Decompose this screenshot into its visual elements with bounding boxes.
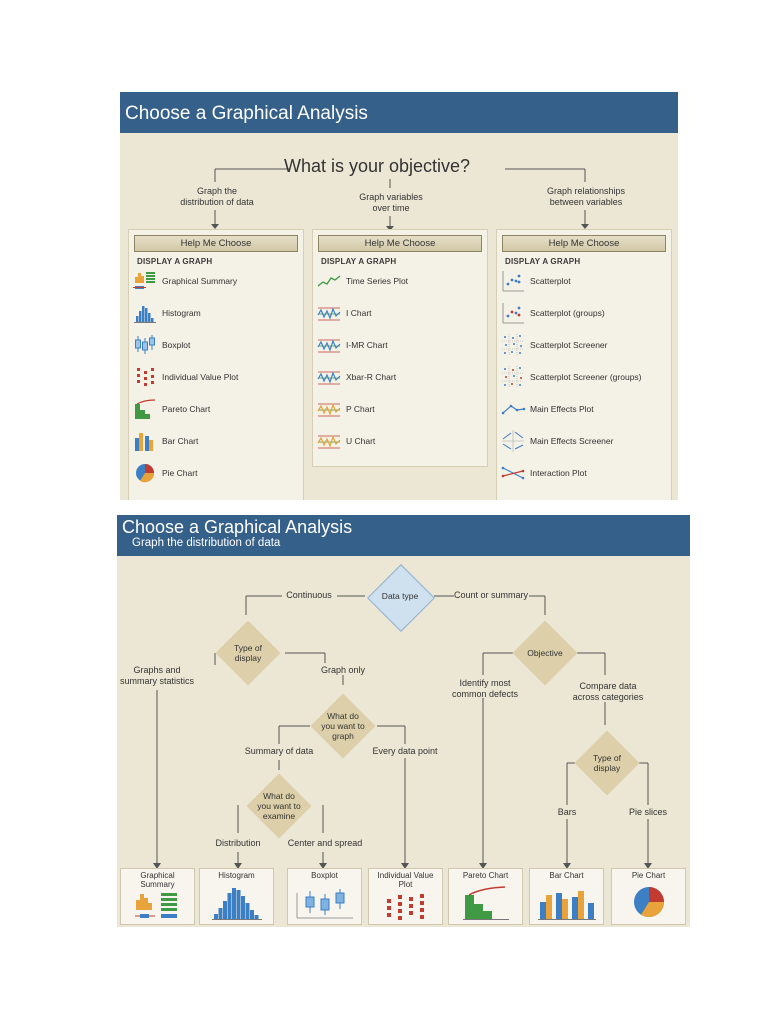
graph-item-label: Xbar-R Chart: [346, 372, 397, 382]
graph-item-label: Interaction Plot: [530, 468, 587, 478]
graph-item-label: Graphical Summary: [162, 276, 238, 286]
display-a-graph-label: DISPLAY A GRAPH: [137, 257, 213, 266]
graph-item-label: P Chart: [346, 404, 375, 414]
individual-value-plot-icon: [383, 891, 429, 923]
edge-line: Graphs and: [133, 665, 181, 675]
node-line: What do: [327, 711, 359, 721]
boxplot-icon: [294, 885, 356, 921]
result-pareto-chart[interactable]: [448, 868, 523, 925]
scatterplot-groups-icon: [500, 300, 526, 326]
result-label-line: Summary: [140, 879, 175, 889]
branch-over-time-line1: Graph variables: [359, 192, 423, 202]
result-label-line: Histogram: [218, 871, 255, 880]
graph-item-main-effects-screener[interactable]: [500, 428, 665, 456]
panel-title: Choose a Graphical Analysis: [122, 517, 353, 537]
panel-subtitle: Graph the distribution of data: [132, 537, 281, 549]
control-chart-icon: [316, 300, 342, 326]
result-label-line: Graphical: [140, 871, 175, 880]
relationships-column: [496, 229, 672, 500]
result-label: [369, 872, 442, 889]
graph-item-label: Main Effects Screener: [530, 436, 614, 446]
graph-item-scatterplot-screener[interactable]: [500, 332, 665, 360]
graph-item-scatterplot-groups[interactable]: [500, 300, 665, 328]
node-line: display: [234, 653, 262, 663]
result-label: [449, 872, 522, 881]
node-line: Type of: [234, 643, 262, 653]
graph-item-label: Scatterplot: [530, 276, 571, 286]
main-effects-plot-icon: [500, 396, 526, 422]
edge-line: across categories: [572, 691, 644, 702]
control-chart-icon: [316, 332, 342, 358]
result-label-line: Boxplot: [311, 871, 338, 880]
graph-item-label: Scatterplot Screener (groups): [530, 372, 642, 382]
edge-every-data-point: Every data point: [372, 746, 438, 756]
help-me-choose-button[interactable]: Help Me Choose: [502, 235, 666, 252]
graph-item-label: Time Series Plot: [346, 276, 409, 286]
display-a-graph-label: DISPLAY A GRAPH: [321, 257, 397, 266]
histogram-icon: [132, 300, 158, 326]
bar-chart-icon: [132, 428, 158, 454]
edge-line: Compare data: [579, 681, 637, 691]
display-a-graph-label: DISPLAY A GRAPH: [505, 257, 581, 266]
scatterplot-icon: [500, 268, 526, 294]
edge-count-or-summary: Count or summary: [453, 590, 529, 600]
result-label: [530, 872, 603, 881]
attribute-chart-icon: [316, 396, 342, 422]
over-time-column: [312, 229, 488, 467]
pie-chart-icon: [632, 885, 666, 919]
result-label-line: Pie Chart: [631, 871, 666, 880]
objective-question: What is your objective?: [283, 156, 471, 176]
scatterplot-screener-icon: [500, 364, 526, 390]
graphical-summary-icon: [132, 268, 158, 294]
distribution-flowchart-panel: [117, 515, 690, 927]
node-line: graph: [332, 731, 354, 741]
graph-item-scatterplot[interactable]: [500, 268, 665, 296]
time-series-plot-icon: [316, 268, 342, 294]
graph-item-boxplot[interactable]: [132, 332, 297, 360]
type-of-display-label: [234, 643, 262, 663]
boxplot-icon: [132, 332, 158, 358]
graph-item-individual-value-plot[interactable]: [132, 364, 297, 392]
graph-item-pareto-chart[interactable]: [132, 396, 297, 424]
branch-relationships-line1: Graph relationships: [546, 186, 626, 196]
result-label: [121, 872, 194, 889]
graph-item-pie-chart[interactable]: [132, 460, 297, 488]
node-line: What do: [263, 791, 295, 801]
branch-relationships: [547, 186, 625, 207]
branch-relationships-line2: between variables: [549, 196, 623, 207]
edge-graphs-and-summary: [120, 665, 194, 686]
pie-chart-icon: [132, 460, 158, 486]
result-label-line: Bar Chart: [549, 871, 584, 880]
distribution-column: [128, 229, 304, 500]
result-graphical-summary[interactable]: [120, 868, 195, 925]
node-line: examine: [262, 811, 296, 821]
graph-item-label: Bar Chart: [162, 436, 199, 446]
graph-item-main-effects-plot[interactable]: [500, 396, 665, 424]
graph-item-graphical-summary[interactable]: [132, 268, 297, 296]
result-histogram[interactable]: [199, 868, 274, 925]
control-chart-icon: [316, 364, 342, 390]
node-line: you want to: [321, 721, 365, 731]
data-type-label: Data type: [381, 591, 419, 601]
edge-line: summary statistics: [119, 675, 195, 686]
graph-item-label: Scatterplot Screener: [530, 340, 608, 350]
result-label: [200, 872, 273, 881]
edge-compare-categories: [573, 681, 644, 702]
graph-item-label: Histogram: [162, 308, 201, 318]
graph-item-label: Individual Value Plot: [162, 372, 239, 382]
result-pie-chart[interactable]: [611, 868, 686, 925]
edge-distribution: Distribution: [215, 838, 261, 848]
pareto-chart-icon: [132, 396, 158, 422]
graph-item-interaction-plot[interactable]: [500, 460, 665, 488]
branch-distribution-line1: Graph the: [196, 186, 238, 196]
result-label: [612, 872, 685, 881]
bar-chart-icon: [536, 885, 598, 921]
graph-item-label: Scatterplot (groups): [530, 308, 605, 318]
edge-graph-only: Graph only: [320, 665, 366, 675]
objective-label: Objective: [527, 648, 563, 658]
graph-item-time-series-plot[interactable]: [316, 268, 481, 296]
choose-graphical-analysis-panel: [120, 92, 678, 500]
branch-over-time-line2: over time: [372, 202, 410, 213]
what-to-graph-label: [321, 711, 364, 741]
attribute-chart-icon: [316, 428, 342, 454]
graph-item-p-chart[interactable]: [316, 396, 481, 424]
main-effects-screener-icon: [500, 428, 526, 454]
edge-summary-of-data: Summary of data: [244, 746, 314, 756]
node-line: Type of: [593, 753, 621, 763]
what-to-examine-label: [257, 791, 300, 821]
graph-item-label: U Chart: [346, 436, 376, 446]
interaction-plot-icon: [500, 460, 526, 486]
result-individual-value-plot[interactable]: [368, 868, 443, 925]
type-of-display-label-2: [593, 753, 621, 773]
branch-over-time: [359, 192, 423, 213]
graph-item-label: Boxplot: [162, 340, 191, 350]
scatterplot-screener-icon: [500, 332, 526, 358]
help-me-choose-button[interactable]: Help Me Choose: [134, 235, 298, 252]
node-line: you want to: [257, 801, 301, 811]
graph-item-i-mr-chart[interactable]: [316, 332, 481, 360]
edge-line: Identify most: [459, 678, 511, 688]
histogram-icon: [210, 883, 264, 921]
branch-distribution: [180, 186, 254, 207]
individual-value-plot-icon: [132, 364, 158, 390]
graph-item-label: Main Effects Plot: [530, 404, 594, 414]
branch-distribution-line2: distribution of data: [180, 196, 254, 207]
edge-continuous: Continuous: [286, 590, 332, 600]
graph-item-i-chart[interactable]: [316, 300, 481, 328]
edge-bars: Bars: [557, 807, 577, 817]
result-bar-chart[interactable]: [529, 868, 604, 925]
node-line: display: [593, 763, 621, 773]
pareto-chart-icon: [461, 885, 511, 921]
graph-item-histogram[interactable]: [132, 300, 297, 328]
panel-title: Choose a Graphical Analysis: [125, 103, 368, 124]
graph-item-label: Pie Chart: [162, 468, 198, 478]
graph-item-scatterplot-screener-groups[interactable]: [500, 364, 665, 392]
edge-line: common defects: [451, 688, 519, 699]
graph-item-u-chart[interactable]: [316, 428, 481, 456]
result-boxplot[interactable]: [287, 868, 362, 925]
edge-identify-defects: [452, 678, 518, 699]
graph-item-label: I-MR Chart: [346, 340, 388, 350]
graph-item-bar-chart[interactable]: [132, 428, 297, 456]
help-me-choose-button[interactable]: Help Me Choose: [318, 235, 482, 252]
edge-pie-slices: Pie slices: [628, 807, 668, 817]
result-label-line: Individual Value: [377, 871, 434, 880]
result-label-line: Plot: [398, 879, 413, 889]
edge-center-and-spread: Center and spread: [287, 838, 363, 848]
result-label-line: Pareto Chart: [462, 871, 509, 880]
graph-item-xbar-r-chart[interactable]: [316, 364, 481, 392]
graphical-summary-icon: [133, 890, 183, 922]
graph-item-label: I Chart: [346, 308, 372, 318]
graph-item-label: Pareto Chart: [162, 404, 211, 414]
result-label: [288, 872, 361, 881]
